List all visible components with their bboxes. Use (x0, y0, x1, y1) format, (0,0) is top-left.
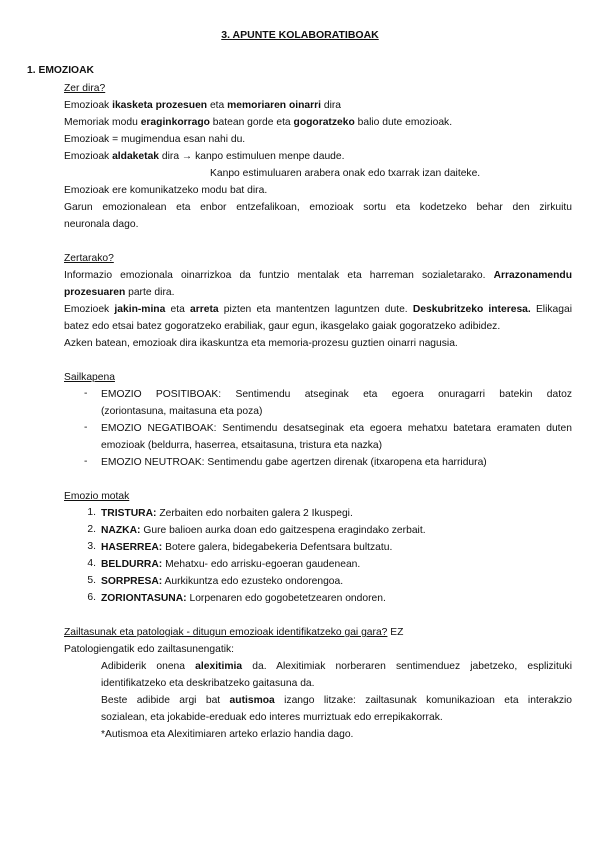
text-span: batean gorde eta (209, 117, 294, 128)
paragraph-line (64, 116, 452, 129)
bold-text: prozesuaren (64, 287, 126, 298)
document-title: 3. APUNTE KOLABORATIBOAK (221, 29, 379, 41)
paragraph-line (64, 303, 572, 316)
bold-text: TRISTURA: (101, 508, 157, 519)
list-item: EMOZIO NEGATIBOAK: Sentimendu desatseginak eta egoera mehatxu batetara eramaten duten (101, 423, 572, 434)
bold-text: arreta (190, 304, 219, 315)
list-item-continuation: emozioak (beldurra, haserrea, etsaitasuna, tristura eta nazka) (101, 440, 383, 451)
paragraph-line (64, 150, 345, 163)
paragraph-line (64, 286, 174, 299)
text-span: pizten eta mantentzen laguntzen dute. (218, 304, 413, 315)
bold-text: Deskubritzeko interesa. (412, 304, 531, 315)
text-span: Mehatxu- edo arrisku-egoeran gaudenean. (162, 559, 361, 570)
bold-text: gogoratzeko (293, 117, 355, 128)
paragraph-line (101, 660, 572, 673)
text-span: Aurkikuntza edo ezusteko ondorengoa. (162, 576, 344, 587)
bold-text: ikasketa prozesuen (112, 100, 208, 111)
bold-text: aldaketak (112, 151, 160, 162)
list-item (101, 541, 392, 554)
paragraph-line: batez edo etsai batez gogoratzeko erabiliak, gaur egun, ikasgelako gaiak gogoratzeko adibidez. (64, 321, 501, 332)
paragraph-line: identifikatzeko eta deskribatzeko gaitasuna da. (101, 678, 315, 689)
list-number: 2. (87, 524, 96, 535)
text-span: Emozioak (64, 151, 113, 162)
bold-text: memoriaren oinarri (227, 100, 321, 111)
bullet-marker: - (84, 422, 88, 433)
text-span: dira (321, 100, 342, 111)
underlined-text: Zailtasunak eta patologiak - ditugun emozioak identifikatzeko gai gara? (64, 627, 388, 638)
text-span: Adibiderik onena (101, 661, 196, 672)
bold-text: ZORIONTASUNA: (101, 593, 187, 604)
subheading-zertarako: Zertarako? (64, 253, 114, 264)
list-item (101, 575, 343, 588)
subheading-zer-dira: Zer dira? (64, 83, 106, 94)
subheading-emozio-motak: Emozio motak (64, 491, 130, 502)
paragraph-line (64, 99, 341, 112)
bold-text: jakin-mina (114, 304, 166, 315)
list-number: 3. (87, 541, 96, 552)
list-item (101, 558, 360, 571)
paragraph-line: Garun emozionalean eta enbor entzefalikoan, emozioak sortu eta kodetzeko behar den zirkuitu (64, 202, 572, 213)
list-item (101, 524, 426, 537)
paragraph-line: Emozioak = mugimendua esan nahi du. (64, 134, 246, 145)
paragraph-line (101, 694, 572, 707)
text-span: dira → kanpo estimuluen menpe daude. (159, 151, 345, 162)
bold-text: alexitimia (195, 661, 243, 672)
list-item (101, 507, 353, 520)
list-number: 1. (87, 507, 96, 518)
bold-text: Arrazonamendu (493, 270, 572, 281)
text-span: Informazio emozionala oinarrizkoa da funtzio mentalak eta harreman sozialetarako. (64, 270, 494, 281)
bold-text: NAZKA: (101, 525, 141, 536)
text-span: Emozioak (64, 100, 113, 111)
footnote-line: *Autismoa eta Alexitimiaren arteko erlazio handia dago. (101, 729, 354, 740)
subheading-sailkapena: Sailkapena (64, 372, 115, 383)
list-item: EMOZIO NEUTROAK: Sentimendu gabe agertzen direnak (itxaropena eta harridura) (101, 457, 487, 468)
text-span: eta (165, 304, 190, 315)
paragraph-line: neuronala dago. (64, 219, 139, 230)
text-span: Beste adibide argi bat (101, 695, 230, 706)
paragraph-line: Emozioak ere komunikatzeko modu bat dira. (64, 185, 268, 196)
paragraph-line (64, 269, 572, 282)
list-item: EMOZIO POSITIBOAK: Sentimendu atseginak eta egoera onuragarri batekin datoz (101, 389, 572, 400)
paragraph-line: Patologiengatik edo zailtasunengatik: (64, 644, 235, 655)
text-span: Gure balioen aurka doan edo gaitzespena eragindako zerbait. (140, 525, 426, 536)
bullet-marker: - (84, 388, 88, 399)
list-item-continuation: (zoriontasuna, maitasuna eta poza) (101, 406, 263, 417)
section-heading-emozioak: 1. EMOZIOAK (27, 65, 94, 76)
bold-text: autismoa (229, 695, 275, 706)
text-span: Emozioek (64, 304, 115, 315)
text-span: eta (207, 100, 228, 111)
text-span: EZ (387, 627, 404, 638)
bold-text: eraginkorrago (140, 117, 210, 128)
text-span: Memoriak modu (64, 117, 141, 128)
text-span: Zerbaiten edo norbaiten galera 2 Ikuspegi. (156, 508, 353, 519)
subheading-zailtasunak (64, 626, 403, 639)
text-span: parte dira. (125, 287, 175, 298)
text-span: Botere galera, bidegabekeria Defentsara bultzatu. (162, 542, 393, 553)
bold-text: BELDURRA: (101, 559, 163, 570)
list-item (101, 592, 386, 605)
paragraph-line: Kanpo estimuluaren arabera onak edo txarrak izan daiteke. (210, 168, 481, 179)
text-span: Elikagai (530, 304, 572, 315)
list-number: 6. (87, 592, 96, 603)
bullet-marker: - (84, 456, 88, 467)
list-number: 4. (87, 558, 96, 569)
list-number: 5. (87, 575, 96, 586)
bold-text: HASERREA: (101, 542, 163, 553)
text-span: Lorpenaren edo gogobetetzearen ondoren. (186, 593, 386, 604)
text-span: izango litzake: zailtasunak komunikazioan eta interakzio (274, 695, 573, 706)
bold-text: SORPRESA: (101, 576, 163, 587)
text-span: balio dute emozioak. (354, 117, 453, 128)
paragraph-line: Azken batean, emozioak dira ikaskuntza eta memoria-prozesu guztien oinarri nagusia. (64, 338, 458, 349)
paragraph-line: sozialean, eta jokabide-ereduak edo interes murriztuak edo errepikakorrak. (101, 712, 443, 723)
text-span: da. Alexitimiak norberaren sentimenduez jabetzeko, esplizituki (242, 661, 572, 672)
